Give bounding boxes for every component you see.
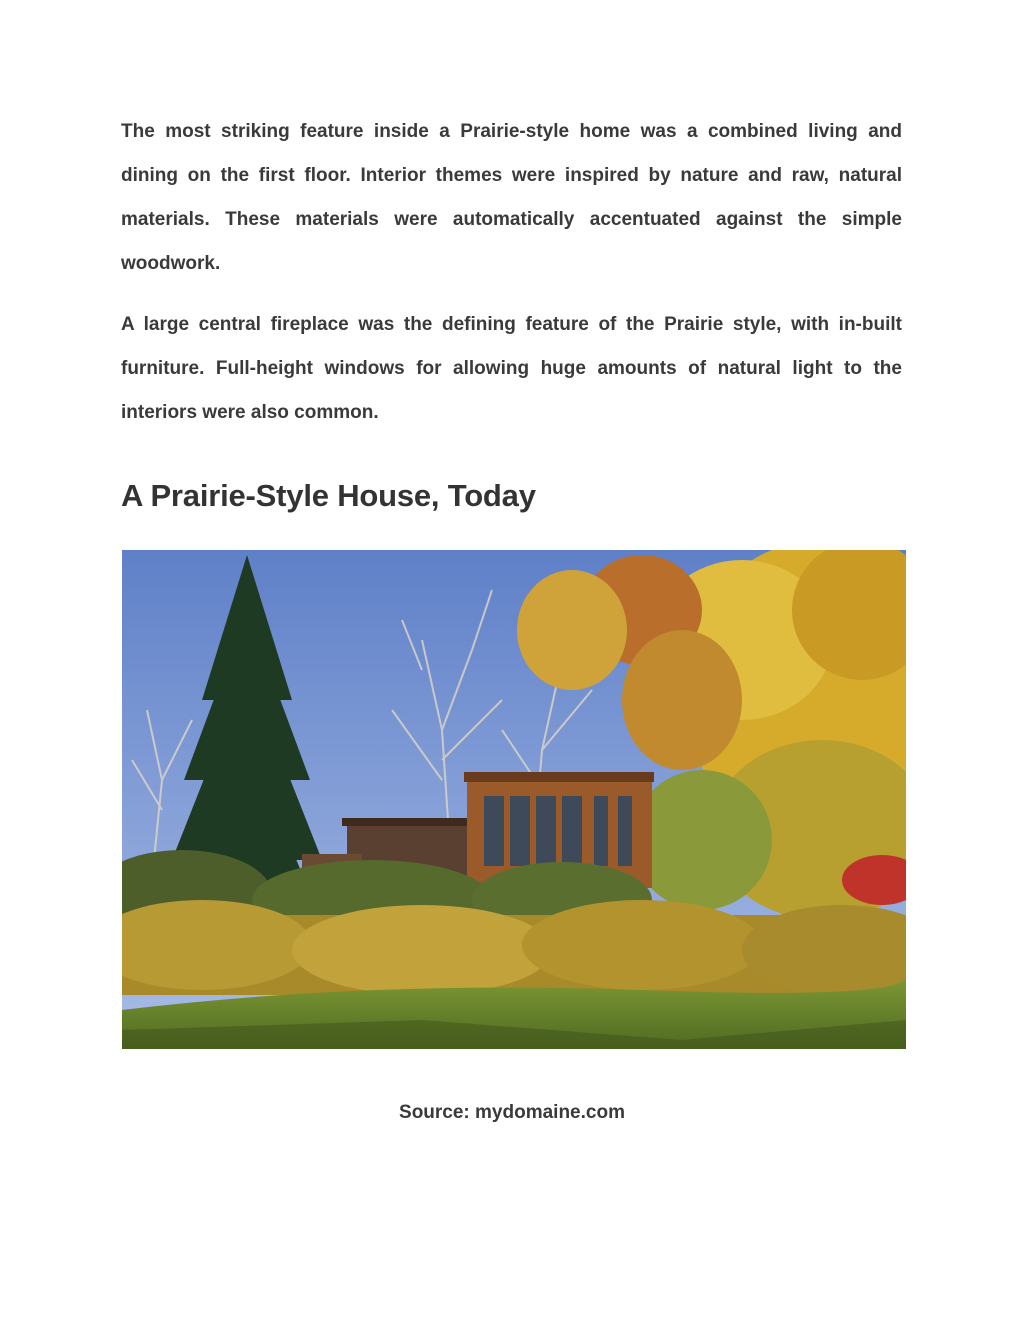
body-paragraph-interior: The most striking feature inside a Prairie-style home was a combined living and dining on the first floor. Interior themes were inspired by nature and raw, natural materials. These materials were automatically accentuated against the simple woodwork. [121, 121, 902, 274]
image-source-caption: Source: mydomaine.com [399, 1102, 625, 1123]
prairie-house-photo [122, 550, 906, 1049]
body-paragraph-fireplace: A large central fireplace was the defining feature of the Prairie style, with in-built furniture. Full-height windows for allowing huge amounts of natural light to the interiors were also common. [121, 314, 902, 423]
section-heading: A Prairie-Style House, Today [121, 478, 536, 513]
